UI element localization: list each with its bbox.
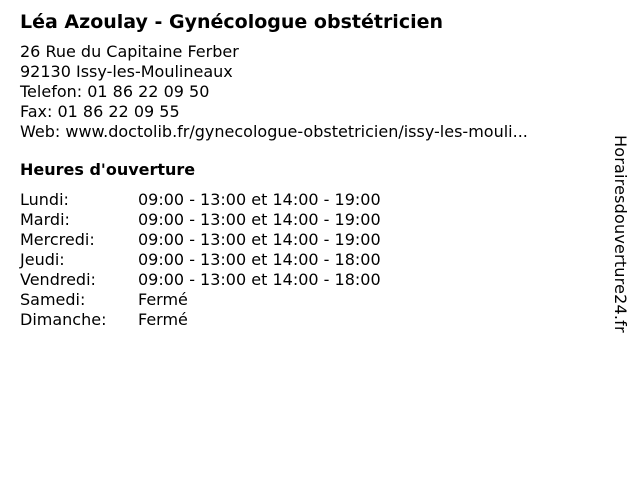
opening-hours-table [20, 190, 381, 330]
day-label: Vendredi: [20, 270, 96, 289]
day-hours: 09:00 - 13:00 et 14:00 - 18:00 [138, 270, 381, 289]
fax-number: Fax: 01 86 22 09 55 [20, 102, 180, 121]
hours-row-friday [20, 270, 381, 290]
address-street: 26 Rue du Capitaine Ferber [20, 42, 239, 61]
day-hours: 09:00 - 13:00 et 14:00 - 19:00 [138, 230, 381, 249]
hours-row-wednesday [20, 230, 381, 250]
business-card [20, 10, 600, 330]
day-hours: 09:00 - 13:00 et 14:00 - 18:00 [138, 250, 381, 269]
day-label: Mercredi: [20, 230, 95, 249]
day-label: Mardi: [20, 210, 70, 229]
hours-row-saturday [20, 290, 381, 310]
day-hours: Fermé [138, 310, 188, 329]
day-label: Samedi: [20, 290, 86, 309]
phone-number[interactable]: Telefon: 01 86 22 09 50 [20, 82, 210, 101]
hours-row-monday [20, 190, 381, 210]
day-hours: Fermé [138, 290, 188, 309]
hours-row-tuesday [20, 210, 381, 230]
day-hours: 09:00 - 13:00 et 14:00 - 19:00 [138, 190, 381, 209]
website-link[interactable] [20, 122, 600, 142]
day-label: Dimanche: [20, 310, 107, 329]
opening-hours-heading: Heures d'ouverture [20, 160, 196, 179]
hours-row-thursday [20, 250, 381, 270]
day-label: Lundi: [20, 190, 69, 209]
site-brand-label: Horairesdouverture24.fr [611, 135, 630, 333]
day-label: Jeudi: [20, 250, 65, 269]
address-city: 92130 Issy-les-Moulineaux [20, 62, 233, 81]
website-link-text[interactable]: Web: www.doctolib.fr/gynecologue-obstetricien/issy-les-mouli... [20, 122, 528, 141]
hours-row-sunday [20, 310, 381, 330]
business-name: Léa Azoulay - Gynécologue obstétricien [20, 11, 444, 33]
day-hours: 09:00 - 13:00 et 14:00 - 19:00 [138, 210, 381, 229]
